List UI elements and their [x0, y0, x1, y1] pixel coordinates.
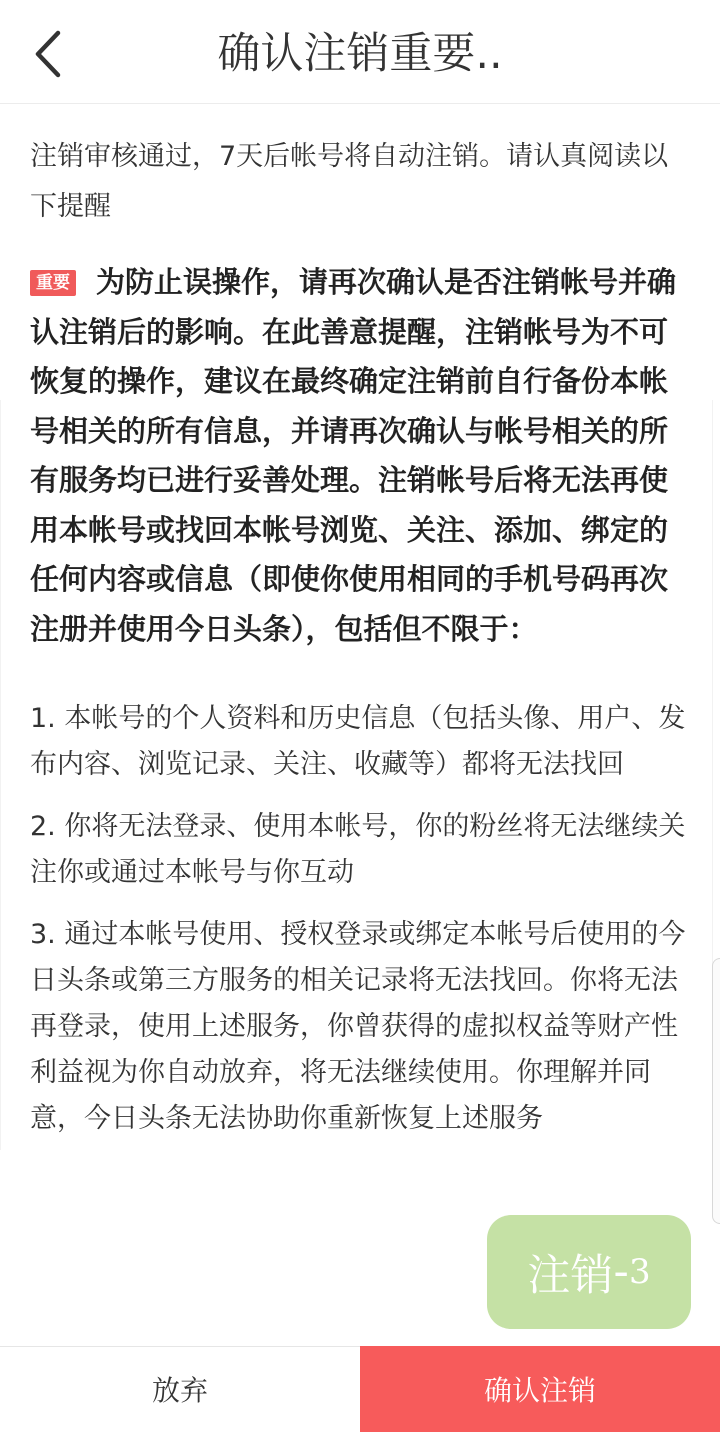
- left-edge-divider: [0, 400, 1, 1150]
- scrollbar[interactable]: [712, 958, 720, 1224]
- list-item: 1. 本帐号的个人资料和历史信息（包括头像、用户、发布内容、浏览记录、关注、收藏等）都将无法找回: [30, 703, 686, 780]
- page-title: 确认注销重要..: [217, 29, 503, 79]
- countdown-button[interactable]: [487, 1215, 691, 1329]
- bottom-action-bar: [0, 1346, 720, 1431]
- countdown-dash: -: [613, 1247, 629, 1297]
- list-item: 2. 你将无法登录、使用本帐号，你的粉丝将无法继续关注你或通过本帐号与你互动: [30, 811, 686, 888]
- important-text: 为防止误操作，请再次确认是否注销帐号并确认注销后的影响。在此善意提醒，注销帐号为不可恢复的操作，建议在最终确定注销前自行备份本帐号相关的所有信息，并请再次确认与帐号相关的所有服务均已进行妥善处理。注销帐号后将无法再使用本帐号或找回本帐号浏览、关注、添加、绑定的任何内容或信息（即使你使用相同的手机号码再次注册并使用今日头条），包括但不限于：: [30, 265, 677, 646]
- countdown-seconds: 3: [628, 1252, 651, 1292]
- confirm-deactivate-button[interactable]: 确认注销: [360, 1346, 720, 1432]
- notice-content: [30, 132, 694, 1142]
- chevron-left-icon: [34, 30, 62, 78]
- top-bar: [0, 0, 720, 104]
- intro-text: 注销审核通过，7天后帐号将自动注销。请认真阅读以下提醒: [30, 141, 669, 222]
- cancel-button[interactable]: 放弃: [0, 1347, 360, 1431]
- important-tag: 重要: [30, 270, 76, 296]
- important-notice: [30, 258, 694, 654]
- back-button[interactable]: [16, 18, 80, 90]
- countdown-label: 注销: [527, 1250, 614, 1301]
- list-item: 3. 通过本帐号使用、授权登录或绑定本帐号后使用的今日头条或第三方服务的相关记录将无法找回。你将无法再登录，使用上述服务，你曾获得的虚拟权益等财产性利益视为你自动放弃，将无法继续使用。你理解并同意，今日头条无法协助你重新恢复上述服务: [30, 919, 686, 1134]
